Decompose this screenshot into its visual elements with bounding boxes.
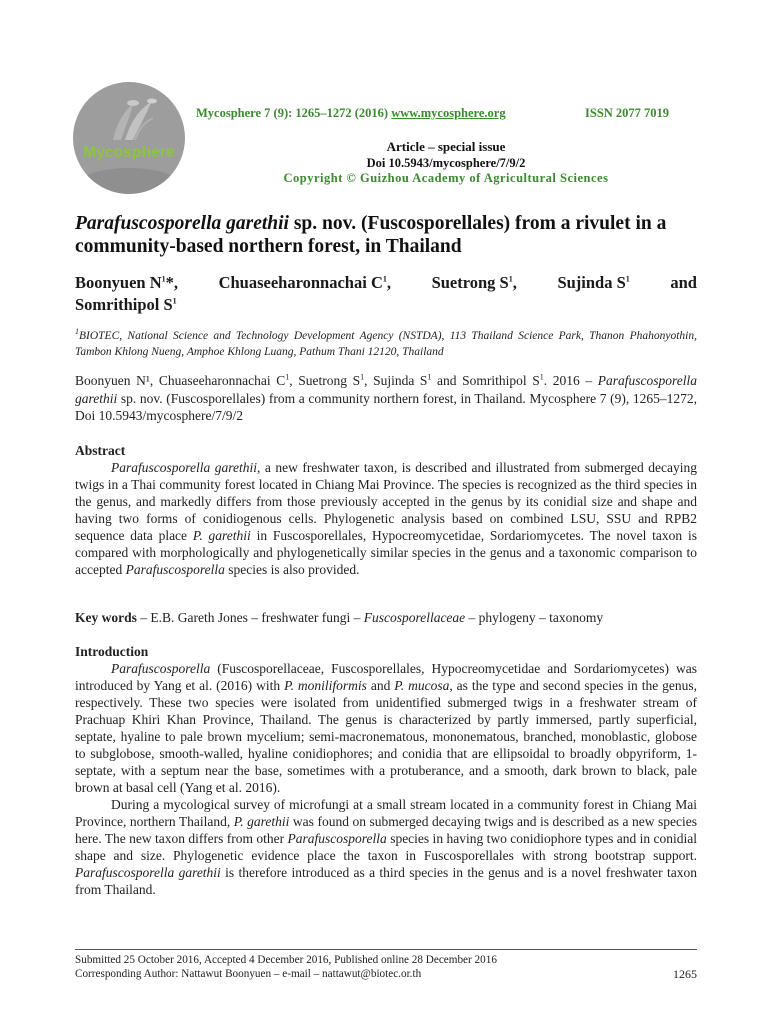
mushroom-icon	[73, 82, 185, 194]
journal-url-link[interactable]: www.mycosphere.org	[391, 106, 506, 120]
author-5: Somrithipol $S^1$	[75, 295, 177, 314]
doi: Doi 10.5943/mycosphere/7/9/2	[366, 156, 526, 170]
keywords: Key words – E.B. Gareth Jones – freshwater fungi – Fuscosporellaceae – phylogeny – taxonomy	[75, 610, 604, 625]
author-1: Boonyuen $N^1*$,	[75, 273, 179, 292]
introduction-paragraph-2: During a mycological survey of microfungi at a small stream located in a community forest in Chiang Mai Province, northern Thailand, P. garethii was found on submerged decaying twigs and is described as a new species here. The new taxon differs from other Parafuscosporella species in having two conidiophore types and in conidial shape and size. Phylogenetic evidence place the taxon in Fuscosporellales with strong bootstrap support. Parafuscosporella garethii is therefore introduced as a third species in the genus and is a novel freshwater taxon from Thailand.	[75, 797, 697, 897]
footer	[75, 953, 697, 981]
introduction-section	[75, 643, 697, 898]
page-number: 1265	[673, 967, 697, 981]
author-2: Chuaseeharonnachai $C^1$,	[218, 273, 391, 292]
copyright: Copyright © Guizhou Academy of Agricultural Sciences	[283, 171, 609, 185]
abstract-section	[75, 442, 697, 578]
paper-title: Parafuscosporella garethii sp. nov. (Fuscosporellales) from a rivulet in a community-based northern forest, in Thailand	[75, 213, 667, 257]
footer-divider	[75, 949, 697, 950]
logo-wordmark: Mycosphere	[83, 144, 175, 161]
abstract-heading: Abstract	[75, 443, 126, 458]
author-and: and	[670, 273, 697, 292]
mycosphere-logo	[73, 82, 185, 194]
abstract-paragraph: Parafuscosporella garethii, a new freshwater taxon, is described and illustrated from submerged decaying twigs in a Thai community forest located in Chiang Mai Province. The species is recognized as the third species in the genus, and markedly differs from those previously accepted in the genus by its conidial size and shape and having two forms of conidiogenous cells. Phylogenetic analysis based on combined LSU, SSU and RPB2 sequence data place P. garethii in Fuscosporellales, Hypocreomycetidae, Sordariomycetes. The novel taxon is compared with morphologically and phylogenetically similar species in the genus and a taxonomic comparison to accepted Parafuscosporella species is also provided.	[75, 460, 697, 577]
author-line	[75, 272, 697, 294]
introduction-heading: Introduction	[75, 644, 149, 659]
how-to-cite: Boonyuen N¹, Chuaseeharonnachai $C^1$, Suetrong $S^1$, Sujinda $S^1$ and Somrithipol $S^1$. 2016 – Parafuscosporella garethii sp. nov. (Fuscosporellales) from a community northern forest, in Thailand. Mycosphere 7 (9), 1265–1272, Doi 10.5943/mycosphere/7/9/2	[75, 372, 697, 423]
introduction-paragraph-1: Parafuscosporella (Fuscosporellaceae, Fuscosporellales, Hypocreomycetidae and Sordariomycetes) was introduced by Yang et al. (2016) with P. moniliformis and P. mucosa, as the type and second species in the genus, respectively. These two species were isolated from unidentified submerged twigs in a freshwater stream of Prachuap Khiri Khan Province, Thailand. The genus is characterized by partly immersed, partly superficial, septate, hyaline to pale brown mycelium; semi-macronematous, mononematous, branched, monoblastic, globose to subglobose, smooth-walled, hyaline conidiophores; and conidia that are ellipsoidal to broadly obpyriform, 1-septate, with a septum near the base, sometimes with a protuberance, and a smooth, dark brown to black, pale brown at basal cell (Yang et al. 2016).	[75, 661, 698, 795]
issn: ISSN 2077 7019	[585, 106, 670, 120]
article-type: Article – special issue	[386, 139, 506, 154]
author-list	[75, 272, 697, 316]
affiliation: $^1$BIOTEC, National Science and Technology Development Agency (NSTDA), 113 Thailand Science Park, Thanon Phahonyothin, Tambon Khlong Nueng, Amphoe Khlong Luang, Pathum Thani 12120, Thailand	[75, 327, 697, 358]
journal-citation: Mycosphere 7 (9): 1265–1272 (2016) www.mycosphere.org	[196, 106, 506, 120]
submission-dates: Submitted 25 October 2016, Accepted 4 December 2016, Published online 28 December 2016	[75, 954, 497, 966]
author-3: Suetrong $S^1$,	[431, 273, 517, 292]
corresponding-author: Corresponding Author: Nattawut Boonyuen – e-mail – nattawut@biotec.or.th	[75, 968, 422, 980]
author-4: Sujinda $S^1$	[557, 273, 630, 292]
